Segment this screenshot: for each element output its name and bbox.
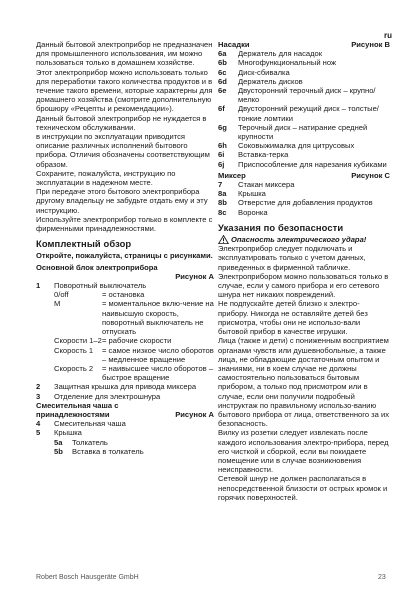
right-column: [218, 40, 390, 502]
attachments-label: Насадки: [218, 40, 250, 49]
figure-ref: Рисунок C: [351, 170, 390, 180]
page-number: 23: [378, 574, 386, 581]
attachments-heading: [218, 40, 390, 49]
item-text: Крышка: [54, 428, 82, 438]
warning-triangle-icon: [218, 235, 229, 244]
safety-paragraph: Электроприбор следует подключать и эксплуатировать только с учетом данных, приведенных в фирменной табличке.: [218, 244, 366, 272]
intro-paragraph: Данный бытовой электроприбор не нуждается в техническом обслуживании.: [36, 113, 207, 132]
figure-ref: Рисунок B: [351, 40, 390, 49]
item-text: Вставка-терка: [238, 150, 289, 160]
item-number: 6d: [218, 76, 227, 86]
item-text: Диск-сбивалка: [238, 67, 290, 77]
list-item: [36, 419, 214, 428]
list-item: [218, 180, 390, 189]
footer-company: Robert Bosch Hausgeräte GmbH: [36, 574, 139, 581]
list-item: [218, 208, 390, 217]
sub-item: [36, 438, 214, 447]
item-text: Соковыжималка для цитрусовых: [238, 141, 355, 151]
item-number: 8b: [218, 198, 227, 208]
electric-shock-warning: [218, 235, 390, 244]
switch-row: [36, 299, 214, 336]
item-number: 5a: [54, 437, 63, 447]
switch-value: = наивысшее число оборотов – быстрое вращение: [102, 363, 214, 383]
intro-paragraph: Этот электроприбор можно использовать только для переработки такого количества продуктов и в течение такого времени, которые характерны для домашнего хозяйства (смотрите дополнительную брошюру «Рецепты и рекомендации»).: [36, 67, 213, 114]
intro-paragraph: в инструкции по эксплуатации приводится описание различных исполнений бытового прибора. Отличия обозначены соответствующим образом.: [36, 132, 210, 169]
switch-value: = рабочие скорости: [102, 336, 172, 346]
switch-value: = моментальное вклю-чение на наивысшую скорость, поворотный выключатель не отпускать: [102, 299, 214, 337]
switch-row: [36, 364, 214, 382]
list-item: [36, 382, 214, 391]
list-item: [218, 49, 390, 58]
base-unit-heading: [36, 263, 214, 272]
safety-paragraph: Вилку из розетки следует извлекать после каждого использования электро-прибора, перед его чисткой и сборкой, если вы покидаете помещение или в случае возникновения неисправности.: [218, 428, 389, 475]
safety-paragraph: Лица (также и дети) с пониженным восприятием органами чувств или душевнобольные, а также лица, не обладающие достаточным опытом и знаниями, ни в коем случае не должны самостоятельно пользоваться бытовым прибором, а только под присмотром или в случае, если они получили подробный инструктаж по правильному использо-ванию бытового прибора от лица, ответственного за их безопасность.: [218, 336, 390, 429]
item-text: Поворотный выключатель: [54, 281, 147, 291]
item-number: 6h: [218, 141, 227, 151]
switch-key: Скорость 1: [54, 345, 94, 355]
intro-paragraph: Данный бытовой электроприбор не предназначен для промышленного использования, им можно пользоваться только в домашнем хозяйстве.: [36, 40, 213, 68]
item-number: 1: [36, 281, 41, 291]
list-item: [218, 160, 390, 169]
item-number: 2: [36, 382, 41, 392]
item-number: 6g: [218, 122, 227, 132]
item-text: Толкатель: [72, 437, 108, 447]
item-number: 6a: [218, 49, 227, 59]
item-number: 6i: [218, 150, 225, 160]
item-text: Крышка: [238, 189, 266, 199]
safety-paragraph: Не подпускайте детей близко к электро-прибору. Никогда не оставляйте детей без присмотра, чтобы они не использо-вали бытовой прибор в качестве игрушки.: [218, 299, 368, 337]
warning-text: Опасность электрического удара!: [231, 235, 367, 245]
safety-paragraph: Электроприбором можно пользоваться только в случае, если у самого прибора и его сетевого шнура нет никаких повреждений.: [218, 271, 389, 300]
item-text: Вставка в толкатель: [72, 446, 144, 456]
item-text: Приспособление для нарезания кубиками: [238, 159, 387, 169]
figure-ref: Рисунок A: [175, 271, 214, 281]
list-item: [218, 68, 390, 77]
safety-paragraph: Сетевой шнур не должен располагаться в непосредственной близости от острых кромок и горячих поверхностей.: [218, 474, 388, 502]
item-number: 3: [36, 391, 41, 401]
item-text: Воронка: [238, 207, 268, 217]
figure-ref: Рисунок A: [175, 409, 214, 419]
switch-value: = остановка: [102, 290, 145, 300]
mixer-label: Миксер: [218, 170, 246, 180]
switch-row: [36, 336, 214, 345]
base-unit-figure-ref: [36, 272, 214, 281]
switch-row: [36, 346, 214, 364]
language-label: ru: [384, 31, 392, 40]
item-text: Терочный диск – натирание средней крупности: [238, 122, 368, 142]
switch-value: = самое низкое число оборотов – медленное вращение: [102, 345, 214, 364]
list-item: [218, 104, 390, 122]
list-item: [218, 141, 390, 150]
item-text: Двусторонний режущий диск – толстые/тонкие ломтики: [238, 104, 379, 123]
item-text: Стакан миксера: [238, 180, 295, 190]
section-title-overview: Комплектный обзор: [36, 238, 132, 250]
item-text: Отверстие для добавления продуктов: [238, 198, 373, 208]
item-text: Отделение для электрошнура: [54, 391, 161, 401]
item-text: Держатель для насадок: [238, 49, 323, 59]
item-number: 6f: [218, 104, 225, 114]
list-item: [218, 77, 390, 86]
item-number: 4: [36, 419, 41, 429]
item-number: 6c: [218, 67, 227, 77]
section-title-safety: Указания по безопасности: [218, 221, 344, 233]
item-text: Смесительная чаша: [54, 419, 126, 429]
list-item: [218, 58, 390, 67]
left-column: [36, 40, 214, 456]
item-number: 7: [218, 180, 223, 190]
item-text: Держатель дисков: [238, 76, 303, 86]
list-item: [218, 150, 390, 159]
item-number: 6e: [218, 86, 227, 96]
unfold-note: Откройте, пожалуйста, страницы с рисунками.: [36, 251, 213, 261]
list-item: [36, 392, 214, 401]
switch-row: [36, 290, 214, 299]
intro-paragraph: При передаче этого бытового электроприбора другому владельцу не забудьте отдать ему и эту инструкцию.: [36, 187, 208, 215]
item-number: 8a: [218, 189, 227, 199]
switch-key: Скорости 1–2: [54, 336, 102, 346]
item-text: Защитная крышка для привода миксера: [54, 382, 197, 392]
item-number: 6j: [218, 159, 225, 169]
intro-paragraph: Используйте электроприбор только в комплекте с фирменными принадлежностями.: [36, 214, 213, 234]
list-item: [36, 281, 214, 290]
intro-paragraph: Сохраните, пожалуйста, инструкцию по эксплуатации в надежном месте.: [36, 168, 176, 188]
switch-key: Скорость 2: [54, 363, 94, 373]
list-item: [36, 428, 214, 437]
list-item: [218, 198, 390, 207]
bowl-label: Смесительная чаша с принадлежностями: [36, 400, 119, 419]
bowl-heading: [36, 401, 214, 419]
item-number: 6b: [218, 58, 227, 68]
item-number: 5: [36, 428, 41, 438]
switch-key: 0/off: [54, 290, 69, 300]
list-item: [218, 86, 390, 104]
item-text: Многофункциональный нож: [238, 58, 337, 68]
sub-item: [36, 447, 214, 456]
list-item: [218, 123, 390, 141]
item-number: 5b: [54, 446, 63, 456]
item-text: Двусторонний терочный диск – крупно/мелко: [238, 86, 376, 105]
switch-key: M: [54, 299, 61, 309]
base-unit-label: Основной блок электроприбора: [36, 262, 158, 272]
list-item: [218, 189, 390, 198]
mixer-heading: [218, 171, 390, 180]
item-number: 8c: [218, 207, 227, 217]
